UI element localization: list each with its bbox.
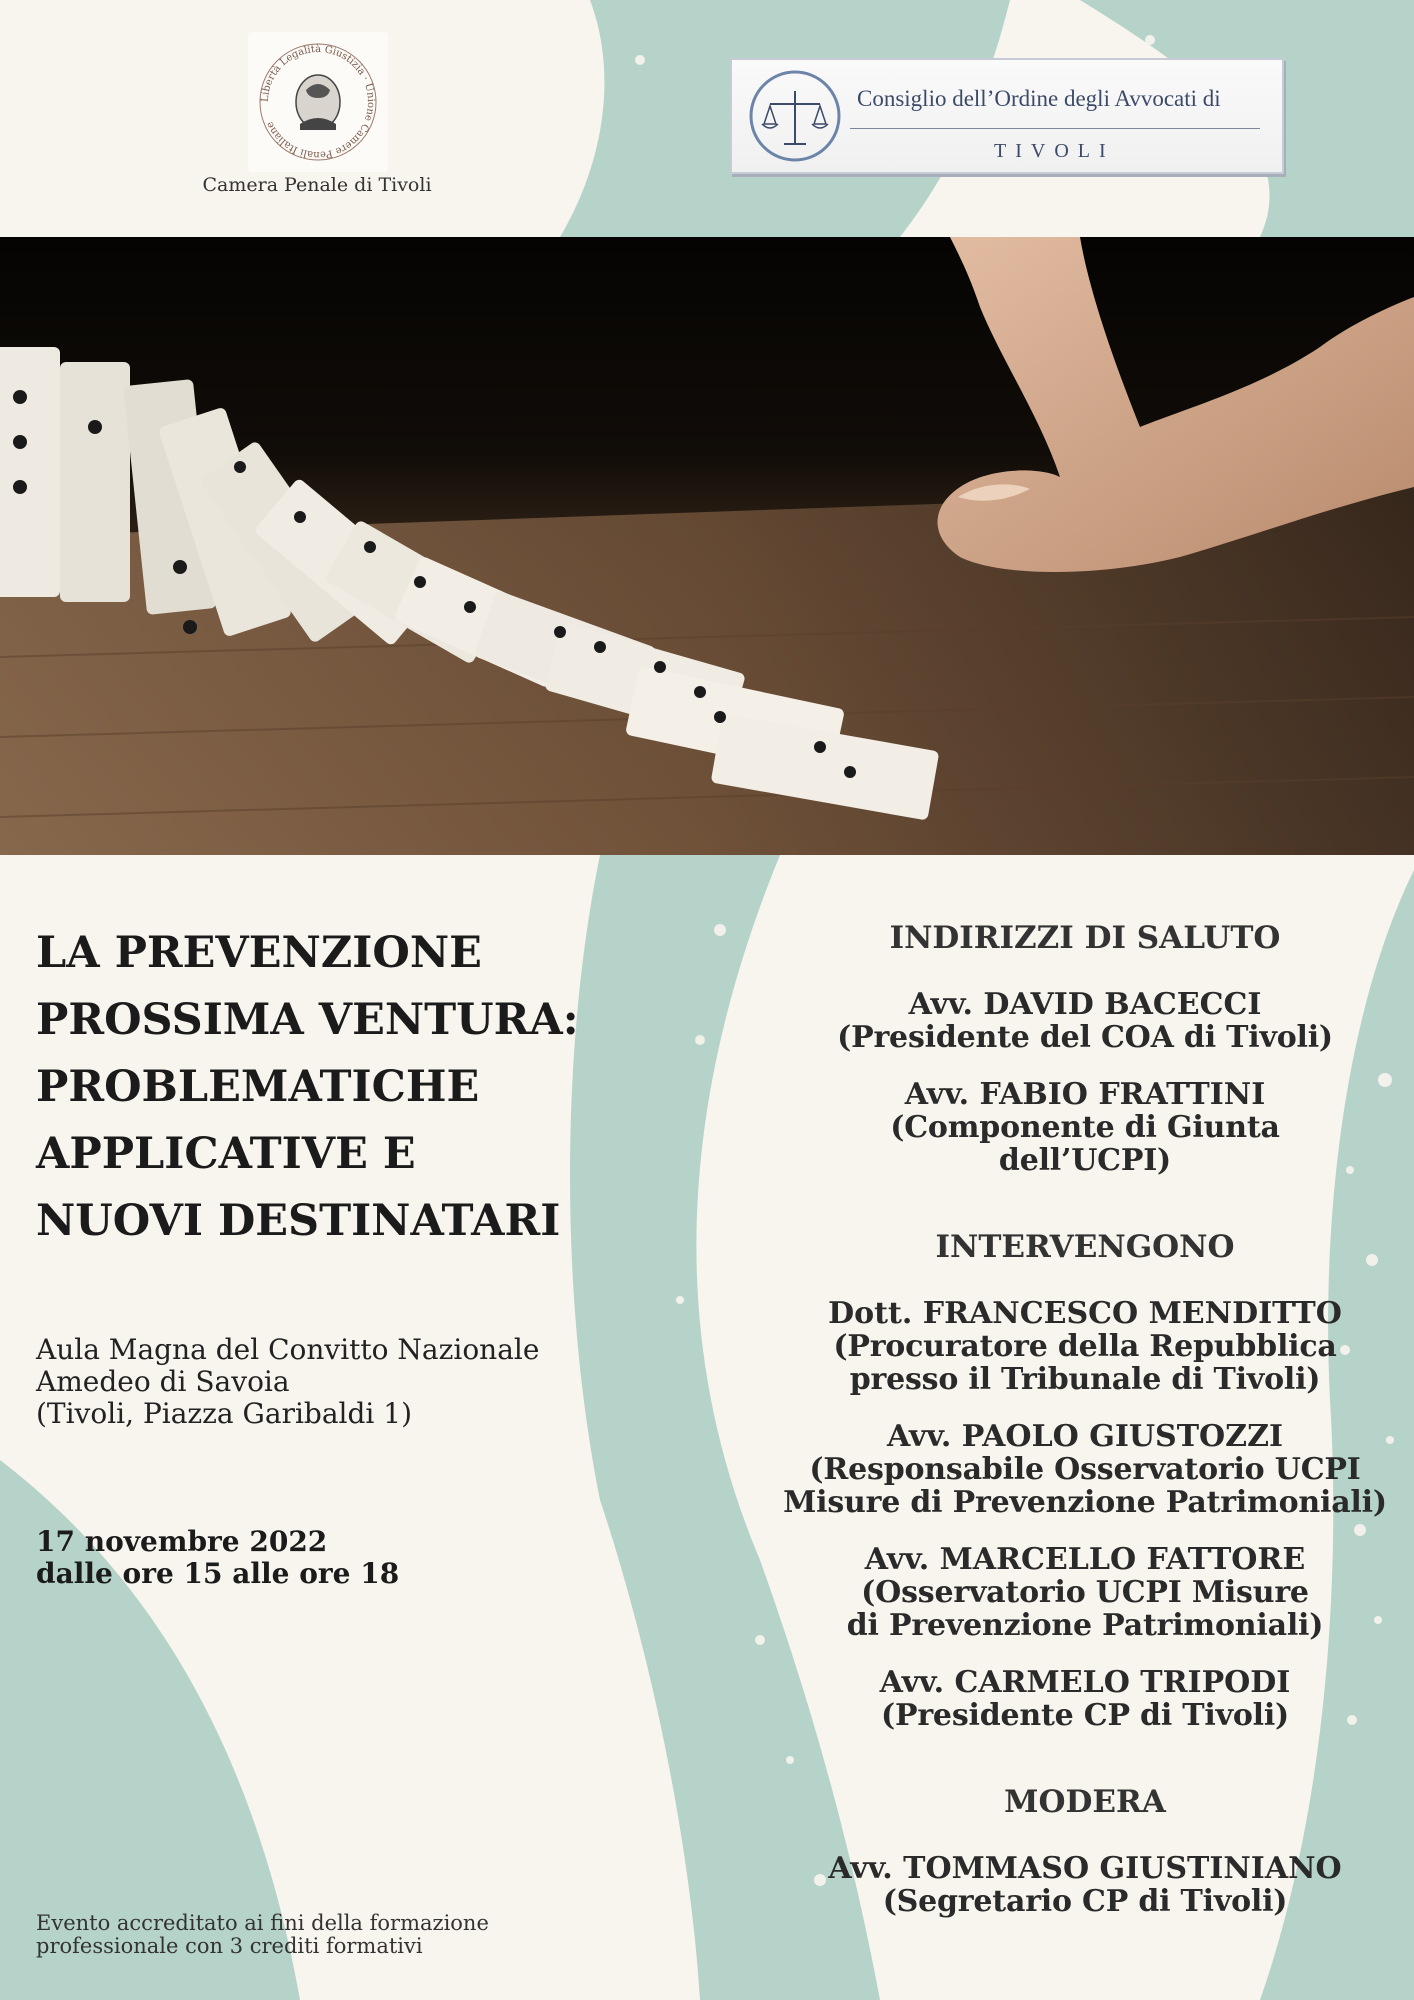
speaker-role: (Presidente CP di Tivoli) xyxy=(880,1698,1290,1733)
accreditation-line: Evento accreditato ai fini della formazione xyxy=(36,1911,489,1935)
speaker xyxy=(770,1666,1400,1732)
speaker xyxy=(770,988,1400,1054)
event-date xyxy=(36,1526,399,1590)
program xyxy=(770,920,1400,1942)
event-title xyxy=(36,920,596,1255)
logo-ring-text: Libertà Legalità Giustizia · Unione Camere Penali Italiane xyxy=(259,43,377,161)
scales-icon xyxy=(740,66,850,166)
title-line: PROBLEMATICHE xyxy=(36,1062,480,1112)
dominoes-photo xyxy=(0,237,1414,855)
moderator-heading: MODERA xyxy=(1004,1784,1166,1820)
speaker-name: Avv. PAOLO GIUSTOZZI xyxy=(886,1419,1284,1454)
speaker-name: Avv. DAVID BACECCI xyxy=(908,987,1262,1022)
coa-logo-subtitle: TIVOLI xyxy=(994,140,1115,162)
speakers-heading: INTERVENGONO xyxy=(935,1229,1235,1265)
speaker-role: (Osservatorio UCPI Misure xyxy=(861,1575,1309,1610)
speaker-role: (Presidente del COA di Tivoli) xyxy=(837,1020,1333,1055)
speaker xyxy=(770,1420,1400,1519)
greetings-heading: INDIRIZZI DI SALUTO xyxy=(889,920,1281,956)
speaker-name: Avv. MARCELLO FATTORE xyxy=(864,1542,1306,1577)
speaker-role: (Segretario CP di Tivoli) xyxy=(882,1884,1288,1919)
camera-penale-caption: Camera Penale di Tivoli xyxy=(202,174,432,196)
speaker-name: Avv. CARMELO TRIPODI xyxy=(879,1665,1291,1700)
venue-line: (Tivoli, Piazza Garibaldi 1) xyxy=(36,1397,413,1430)
title-line: LA PREVENZIONE xyxy=(36,928,482,978)
speaker xyxy=(770,1078,1400,1177)
coa-logo-title: Consiglio dell’Ordine degli Avvocati di xyxy=(857,86,1221,111)
title-line: PROSSIMA VENTURA: xyxy=(36,995,579,1045)
speaker xyxy=(770,1852,1400,1918)
speaker-role: (Procuratore della Repubblica xyxy=(833,1329,1337,1364)
speaker xyxy=(770,1543,1400,1642)
coa-tivoli-logo xyxy=(730,58,1284,174)
title-line: NUOVI DESTINATARI xyxy=(36,1196,561,1246)
time-line: dalle ore 15 alle ore 18 xyxy=(36,1557,400,1590)
speaker-name: Dott. FRANCESCO MENDITTO xyxy=(828,1296,1342,1331)
date-line: 17 novembre 2022 xyxy=(36,1525,328,1558)
speaker-name: Avv. FABIO FRATTINI xyxy=(904,1077,1266,1112)
coa-logo-divider xyxy=(850,128,1260,129)
accreditation-line: professionale con 3 crediti formativi xyxy=(36,1934,423,1958)
speaker xyxy=(770,1297,1400,1396)
speaker-role: (Responsabile Osservatorio UCPI xyxy=(809,1452,1361,1487)
speaker-role: presso il Tribunale di Tivoli) xyxy=(849,1362,1321,1397)
speaker-role: (Componente di Giunta xyxy=(890,1110,1280,1145)
speaker-role: di Prevenzione Patrimoniali) xyxy=(846,1608,1324,1643)
speaker-role: Misure di Prevenzione Patrimoniali) xyxy=(783,1485,1387,1520)
title-line: APPLICATIVE E xyxy=(36,1129,416,1179)
accreditation-note xyxy=(36,1912,489,1958)
camera-penale-logo xyxy=(248,32,388,172)
speaker-role: dell’UCPI) xyxy=(998,1143,1172,1178)
event-venue xyxy=(36,1334,539,1430)
venue-line: Aula Magna del Convitto Nazionale xyxy=(36,1333,540,1366)
venue-line: Amedeo di Savoia xyxy=(36,1365,290,1398)
speaker-name: Avv. TOMMASO GIUSTINIANO xyxy=(828,1851,1342,1886)
